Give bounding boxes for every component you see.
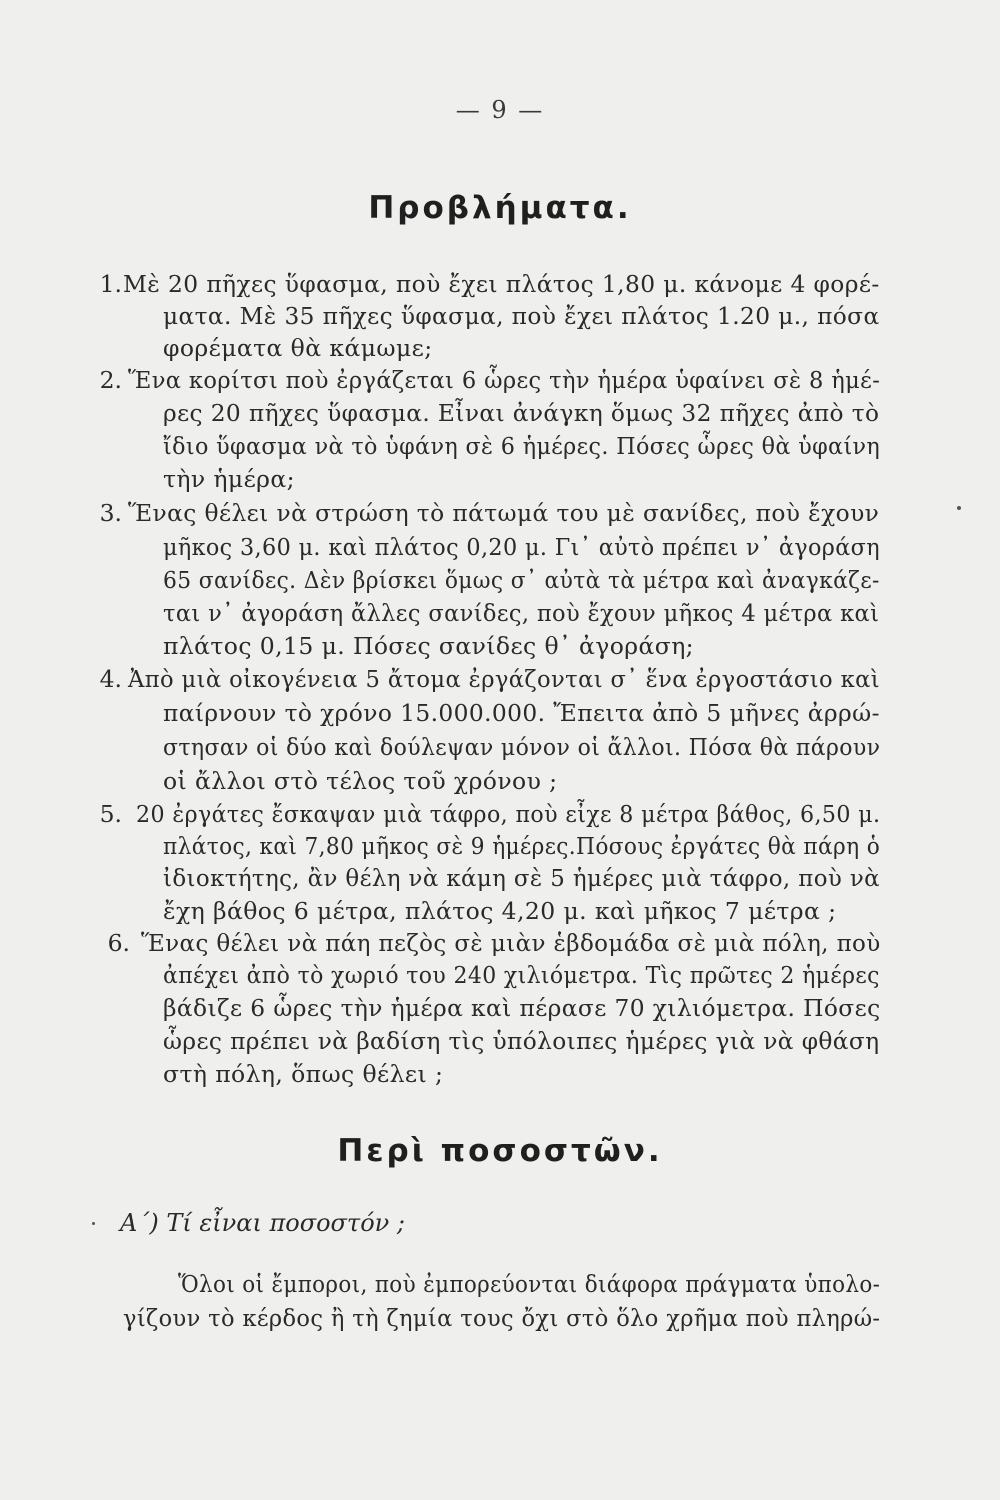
problem-line: στησαν οἱ δύο καὶ δούλεψαν μόνον οἱ ἄλλοι. Πόσα θὰ πάρουν	[163, 733, 881, 761]
paragraph-line: γίζουν τὸ κέρδος ἢ τὴ ζημία τους ὄχι στὸ ὅλο χρῆμα ποὺ πληρώ-	[123, 1304, 881, 1332]
problem-line: ἴδιο ὕφασμα νὰ τὸ ὑφάνη σὲ 6 ἡμέρες. Πόσες ὧρες θὰ ὑφαίνη	[163, 432, 881, 460]
problem-line: ἰδιοκτήτης, ἂν θέλη νὰ κάμη σὲ 5 ἡμέρες μιὰ τάφρο, ποὺ νὰ	[163, 864, 880, 892]
problem-line: Ἀπὸ μιὰ οἰκογένεια 5 ἄτομα ἐργάζονται σ᾿ ἕνα ἐργοστάσιο καὶ	[128, 665, 880, 693]
problem-line: Ἕνα κορίτσι ποὺ ἐργάζεται 6 ὧρες τὴν ἡμέρα ὑφαίνει σὲ 8 ἡμέ-	[128, 366, 881, 394]
problem-line: φορέματα θὰ κάμωμε;	[163, 334, 433, 362]
problem-line: Ἕνας θέλει νὰ πάη πεζὸς σὲ μιὰν ἑβδομάδα σὲ μιὰ πόλη, ποὺ	[141, 929, 881, 957]
problem-line: στὴ πόλη, ὅπως θέλει ;	[163, 1060, 444, 1088]
problem-line: Μὲ 20 πῆχες ὕφασμα, ποὺ ἔχει πλάτος 1,80 μ. κάνομε 4 φορέ-	[123, 270, 880, 298]
problem-line: ὧρες πρέπει νὰ βαδίση τὶς ὑπόλοιπες ἡμέρες γιὰ νὰ φθάση	[163, 1027, 880, 1055]
problem-number: 1.	[99, 270, 122, 298]
problem-number: 5.	[99, 800, 122, 828]
problem-line: ρες 20 πῆχες ὕφασμα. Εἶναι ἀνάγκη ὅμως 32 πῆχες ἀπὸ τὸ	[163, 399, 880, 427]
section-title-percentages: Περὶ ποσοστῶν.	[337, 1133, 663, 1169]
scan-speck	[957, 506, 961, 510]
problem-number: 4.	[99, 665, 122, 693]
problem-line: 65 σανίδες. Δὲν βρίσκει ὅμως σ᾿ αὐτὰ τὰ μέτρα καὶ ἀναγκάζε-	[163, 566, 880, 594]
problem-number: 6.	[107, 929, 130, 957]
problem-line: ματα. Μὲ 35 πῆχες ὕφασμα, ποὺ ἔχει πλάτος 1.20 μ., πόσα	[163, 302, 880, 330]
page-number: — 9 —	[455, 96, 545, 124]
problem-line: παίρνουν τὸ χρόνο 15.000.000. Ἔπειτα ἀπὸ 5 μῆνες ἀρρώ-	[163, 699, 880, 727]
problem-number: 2.	[99, 366, 122, 394]
problem-line: πλάτος 0,15 μ. Πόσες σανίδες θ᾿ ἀγοράση;	[163, 632, 695, 660]
problem-line: μῆκος 3,60 μ. καὶ πλάτος 0,20 μ. Γι᾿ αὐτὸ πρέπει ν᾿ ἀγοράση	[163, 533, 880, 561]
section-title-problems: Προβλήματα.	[368, 190, 632, 226]
problem-line: βάδιζε 6 ὧρες τὴν ἡμέρα καὶ πέρασε 70 χιλιόμετρα. Πόσες	[163, 994, 881, 1022]
problem-line: τὴν ἡμέρα;	[163, 465, 295, 493]
scan-speck	[92, 1222, 95, 1225]
problem-line: πλάτος, καὶ 7,80 μῆκος σὲ 9 ἡμέρες.Πόσους ἐργάτες θὰ πάρη ὁ	[163, 832, 881, 860]
paragraph-line: Ὅλοι οἱ ἔμποροι, ποὺ ἐμπορεύονται διάφορα πράγματα ὑπολο-	[178, 1270, 881, 1298]
problem-line: 20 ἐργάτες ἔσκαψαν μιὰ τάφρο, ποὺ εἶχε 8 μέτρα βάθος, 6,50 μ.	[136, 800, 881, 828]
problem-number: 3.	[99, 499, 122, 527]
problem-line: ἀπέχει ἀπὸ τὸ χωριό του 240 χιλιόμετρα. Τὶς πρῶτες 2 ἡμέρες	[163, 961, 880, 989]
problem-line: οἱ ἄλλοι στὸ τέλος τοῦ χρόνου ;	[163, 767, 558, 795]
subsection-heading: Α΄) Τί εἶναι ποσοστόν ;	[120, 1209, 405, 1237]
problem-line: ται ν᾿ ἀγοράση ἄλλες σανίδες, ποὺ ἔχουν μῆκος 4 μέτρα καὶ	[163, 599, 880, 627]
problem-line: ἔχη βάθος 6 μέτρα, πλάτος 4,20 μ. καὶ μῆκος 7 μέτρα ;	[163, 897, 837, 925]
problem-line: Ἕνας θέλει νὰ στρώση τὸ πάτωμά του μὲ σανίδες, ποὺ ἔχουν	[128, 499, 880, 527]
